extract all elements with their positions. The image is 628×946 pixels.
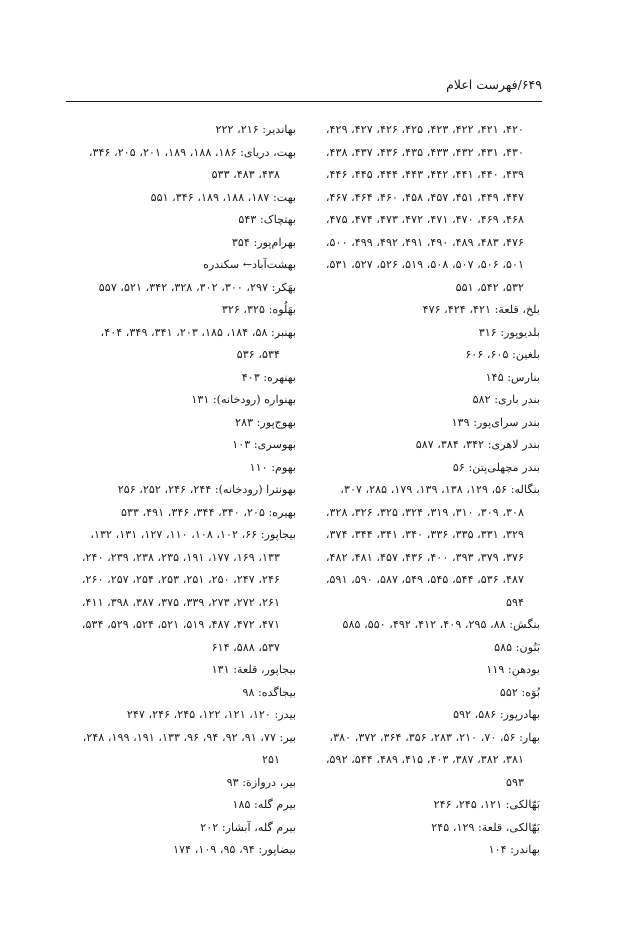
index-entry: بهوسری: ۱۰۳ — [232, 438, 296, 451]
index-column-left — [66, 119, 296, 859]
index-entry: بَهّالکی، قلعة: ۱۲۹، ۲۴۵ — [431, 820, 540, 834]
index-entry: بُوَه: ۵۵۲ — [499, 685, 540, 699]
index-entry: بیجاگده: ۹۸ — [242, 685, 296, 699]
index-entry-continuation: ۱۳۳، ۱۶۹، ۱۷۷، ۱۹۱، ۲۳۵، ۲۳۸، ۲۳۹، ۲۴۰، — [81, 550, 280, 564]
index-entry: بیضاپور: ۹۴، ۹۵، ۱۰۹، ۱۷۴ — [173, 843, 296, 856]
index-entry: بهَکر: ۲۹۷، ۳۰۰، ۳۰۲، ۳۲۸، ۳۴۲، ۵۲۱، ۵۵۷ — [98, 280, 296, 294]
index-entry: بنگاله: ۵۶، ۱۲۹، ۱۳۸، ۱۳۹، ۱۷۹، ۲۸۵، ۳۰۷، — [340, 483, 540, 496]
index-entry-continuation: ۴۳۰، ۴۳۱، ۴۳۲، ۴۳۳، ۴۳۵، ۴۳۶، ۴۳۷، ۴۳۸، — [325, 145, 524, 159]
index-entry: بَنُون: ۵۸۵ — [494, 640, 540, 654]
index-entry-continuation: ۵۳۴، ۵۳۶ — [236, 348, 280, 361]
index-entry-continuation: ۳۰۸، ۳۰۹، ۳۱۰، ۳۱۹، ۳۲۴، ۳۲۵، ۳۲۶، ۳۲۸، — [325, 505, 524, 519]
index-entry: بنارس: ۱۴۵ — [485, 370, 540, 384]
index-entry: بندر سرای‌پور: ۱۳۹ — [451, 415, 540, 429]
index-entry: بیجاپور: ۶۶، ۱۰۲، ۱۰۸، ۱۱۰، ۱۲۷، ۱۳۱، ۱۳۲، — [90, 528, 296, 541]
index-entry: بهرام‌پور: ۳۵۴ — [231, 235, 296, 249]
index-entry: بهیره: ۲۰۵، ۳۴۰، ۳۴۴، ۳۴۶، ۴۹۱، ۵۳۳ — [120, 505, 296, 519]
index-entry: بنگش: ۸۸، ۲۹۵، ۴۰۹، ۴۱۲، ۴۹۲، ۵۵۰، ۵۸۵ — [342, 618, 540, 631]
header-rule — [66, 101, 542, 102]
index-entry: بیرم گله: ۱۸۵ — [232, 798, 296, 811]
page-header-title: ۶۴۹/فهرست اعلام — [446, 77, 542, 92]
index-entry: بهنهره: ۴۰۳ — [241, 370, 296, 384]
index-entry: بندر مچهلی‌پتن: ۵۶ — [452, 460, 540, 474]
index-entry: بهت: ۱۸۷، ۱۸۸، ۱۸۹، ۳۴۶، ۵۵۱ — [150, 190, 296, 204]
index-entry-continuation: ۴۶۸، ۴۶۹، ۴۷۰، ۴۷۱، ۴۷۲، ۴۷۳، ۴۷۴، ۴۷۵، — [325, 213, 524, 226]
index-entry: بلغین: ۶۰۵، ۶۰۶ — [465, 348, 540, 361]
index-entry: بهوم: ۱۱۰ — [249, 460, 296, 474]
index-entry-continuation: ۴۷۶، ۴۸۳، ۴۸۹، ۴۹۰، ۴۹۱، ۴۹۲، ۴۹۹، ۵۰۰، — [325, 235, 524, 249]
index-entry: بیرم گله، آبشار: ۲۰۲ — [200, 820, 296, 834]
index-entry-continuation: ۳۷۶، ۳۷۹، ۳۹۳، ۴۰۰، ۴۳۶، ۴۵۷، ۴۸۱، ۴۸۲، — [325, 550, 524, 564]
index-entry-continuation: ۴۸۷، ۵۳۶، ۵۴۴، ۵۴۵، ۵۴۹، ۵۸۷، ۵۹۰، ۵۹۱، — [325, 573, 524, 586]
index-entry-continuation: ۲۵۱ — [261, 753, 280, 766]
index-entry: بیجاپور، قلعة: ۱۳۱ — [211, 663, 296, 676]
index-entry: بهشت‌آباد← سکندره — [203, 258, 296, 271]
index-entry: بهار: ۵۶، ۷۰، ۲۱۰، ۲۸۳، ۳۵۶، ۳۶۴، ۳۷۲، ۳۸۰، — [329, 730, 540, 744]
index-entry-continuation: ۴۷۱، ۴۷۲، ۴۸۷، ۵۱۹، ۵۲۱، ۵۲۴، ۵۲۹، ۵۳۴، — [81, 618, 280, 631]
index-entry: بلدیوپور: ۳۱۶ — [478, 325, 540, 339]
running-header — [66, 74, 542, 96]
index-entry: بهاندیر: ۲۱۶، ۲۲۲ — [215, 123, 296, 136]
index-entry-continuation: ۵۳۲، ۵۴۲، ۵۵۱ — [455, 280, 524, 294]
index-entry: بهاندر: ۱۰۴ — [488, 843, 540, 856]
index-entry-continuation: ۴۴۷، ۴۴۹، ۴۵۱، ۴۵۷، ۴۵۸، ۴۶۰، ۴۶۴، ۴۶۷، — [325, 190, 524, 204]
index-entry: بندر باری: ۵۸۲ — [472, 393, 540, 406]
index-column-right — [318, 119, 540, 859]
index-entry-continuation: ۴۲۰، ۴۲۱، ۴۲۲، ۴۲۳، ۴۲۵، ۴۲۶، ۴۲۷، ۴۲۹، — [325, 123, 524, 136]
index-entry-continuation: ۳۲۹، ۳۳۱، ۳۳۵، ۳۳۶، ۳۴۰، ۳۴۱، ۳۴۴، ۳۷۴، — [325, 528, 524, 541]
index-entry: بندر لاهری: ۳۴۲، ۳۸۴، ۵۸۷ — [415, 438, 540, 451]
index-entry: بهت، دریای: ۱۸۶، ۱۸۸، ۱۸۹، ۲۰۱، ۲۰۵، ۳۴۶، — [88, 145, 296, 159]
index-entry-continuation: ۵۰۱، ۵۰۶، ۵۰۷، ۵۰۸، ۵۱۹، ۵۲۶، ۵۲۷، ۵۳۱، — [325, 258, 524, 271]
index-entry: بهنبر: ۵۸، ۱۸۴، ۱۸۵، ۲۰۳، ۳۴۱، ۳۴۹، ۴۰۴، — [100, 325, 296, 339]
index-entry: بهتچاک: ۵۴۳ — [238, 213, 296, 226]
index-entry-continuation: ۴۳۸، ۴۸۳، ۵۳۳ — [211, 168, 280, 181]
index-entry-continuation: ۳۸۱، ۳۸۲، ۳۸۷، ۴۰۳، ۴۱۵، ۴۸۹، ۵۴۴، ۵۹۲، — [325, 753, 524, 766]
index-entry-continuation: ۵۹۴ — [505, 595, 524, 609]
index-entry: بهوج‌پور: ۲۸۳ — [235, 415, 296, 429]
index-entry: بیر، دروازة: ۹۳ — [226, 775, 296, 789]
index-entry: بهنواره (رودخانه): ۱۳۱ — [191, 393, 296, 406]
index-entry-continuation: ۵۳۷، ۵۸۸، ۶۱۴ — [211, 640, 280, 654]
index-entry: بلخ، قلعة: ۴۲۱، ۴۲۴، ۴۷۶ — [422, 303, 540, 316]
index-entry: بودهن: ۱۱۹ — [486, 663, 540, 676]
index-entry: بیدر: ۱۲۰، ۱۲۱، ۱۲۲، ۲۴۵، ۲۴۶، ۲۴۷ — [126, 708, 296, 721]
index-entry-continuation: ۵۹۳ — [505, 775, 524, 789]
index-entry-continuation: ۴۳۹، ۴۴۰، ۴۴۱، ۴۴۲، ۴۴۳، ۴۴۴، ۴۴۵، ۴۴۶، — [325, 168, 524, 181]
index-entry: بیر: ۷۷، ۹۱، ۹۲، ۹۴، ۹۶، ۱۳۳، ۱۹۱، ۱۹۹، ۲۴۸، — [82, 730, 296, 744]
index-entry: بهونترا (رودخانه): ۲۴۴، ۲۴۶، ۲۵۲، ۲۵۶ — [117, 483, 296, 496]
index-entry: بَهّالکی: ۱۲۱، ۲۴۵، ۲۴۶ — [433, 798, 540, 811]
index-entry-continuation: ۲۶۱، ۲۷۲، ۲۷۳، ۳۳۹، ۳۷۵، ۳۸۷، ۳۹۸، ۴۱۱، — [81, 595, 280, 609]
index-entry: بهَلُوه: ۳۲۵، ۳۲۶ — [221, 303, 296, 316]
index-entry-continuation: ۲۴۶، ۲۴۷، ۲۵۰، ۲۵۱، ۲۵۳، ۲۵۴، ۲۵۷، ۲۶۰، — [81, 573, 280, 586]
index-entry: بهادرپور: ۵۸۶، ۵۹۲ — [453, 708, 540, 721]
